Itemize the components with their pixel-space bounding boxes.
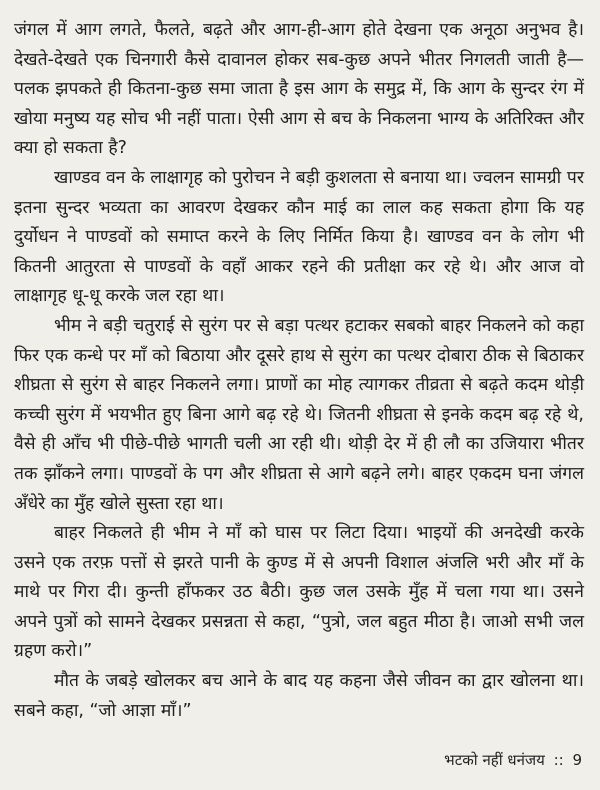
paragraph-4: बाहर निकलते ही भीम ने माँ को घास पर लिटा दिया। भाइयों की अनदेखी करके उसने एक तरफ़ पत्तों से झरते पानी के कुण्ड में से अपनी विशाल अंजलि भरी और माँ के माथे पर गिरा दी। कुन्ती हाँफकर उठ बैठी। कुछ जल उसके मुँह में चला गया था। उसने अपने पुत्रों को सामने देखकर प्रसन्नता से कहा, “पुत्रो, जल बहुत मीठा है। जाओ सभी जल ग्रहण करो।” (14, 523, 584, 662)
footer-separator: :: (553, 751, 564, 770)
paragraph-5: मौत के जबड़े खोलकर बच आने के बाद यह कहना जैसे जीवन का द्वार खोलना था। सबने कहा, “जो आज्ञा माँ।” (14, 671, 584, 721)
paragraph-2: खाण्डव वन के लाक्षागृह को पुरोचन ने बड़ी कुशलता से बनाया था। ज्वलन सामग्री पर इतना सुन्दर भव्यता का आवरण देखकर कौन माई का लाल कह सकता होगा कि यह दुर्योधन ने पाण्डवों को समाप्त करने के लिए निर्मित किया है। खाण्डव वन के लोग भी कितनी आतुरता से पाण्डवों के वहाँ आकर रहने की प्रतीक्षा कर रहे थे। और आज वो लाक्षागृह धू-धू करके जल रहा था। (14, 167, 584, 307)
footer-book-title: भटको नहीं धनंजय (444, 751, 545, 770)
footer-page-number: 9 (572, 751, 582, 770)
paragraph-1: जंगल में आग लगते, फैलते, बढ़ते और आग-ही-आग होते देखना एक अनूठा अनुभव है। देखते-देखते एक चिनगारी कैसे दावानल होकर सब-कुछ अपने भीतर निगलती जाती है—पलक झपकते ही कितना-कुछ समा जाता है इस आग के समुद्र में, कि आग के सुन्दर रंग में खोया मनुष्य यह सोच भी नहीं पाता। ऐसी आग से बच के निकलना भाग्य के अतिरिक्त और क्या हो सकता है? (14, 20, 584, 159)
paragraph-3: भीम ने बड़ी चतुराई से सुरंग पर से बड़ा पत्थर हटाकर सबको बाहर निकलने को कहा फिर एक कन्धे पर माँ को बिठाया और दूसरे हाथ से सुरंग का पत्थर दोबारा ठीक से बिठाकर शीघ्रता से सुरंग से बाहर निकलने लगा। प्राणों का मोह त्यागकर तीव्रता से बढ़ते कदम थोड़ी कच्ची सुरंग में भयभीत हुए बिना आगे बढ़ रहे थे। जितनी शीघ्रता से इनके कदम बढ़ रहे थे, वैसे ही आँच भी पीछे-पीछे भागती चली आ रही थी। थोड़ी देर में ही लौ का उजियारा भीतर तक झाँकने लगा। पाण्डवों के पग और शीघ्रता से आगे बढ़ने लगे। बाहर एकदम घना जंगल अँधेरे का मुँह खोले सुस्ता रहा था। (14, 315, 584, 514)
page-footer (444, 746, 582, 776)
